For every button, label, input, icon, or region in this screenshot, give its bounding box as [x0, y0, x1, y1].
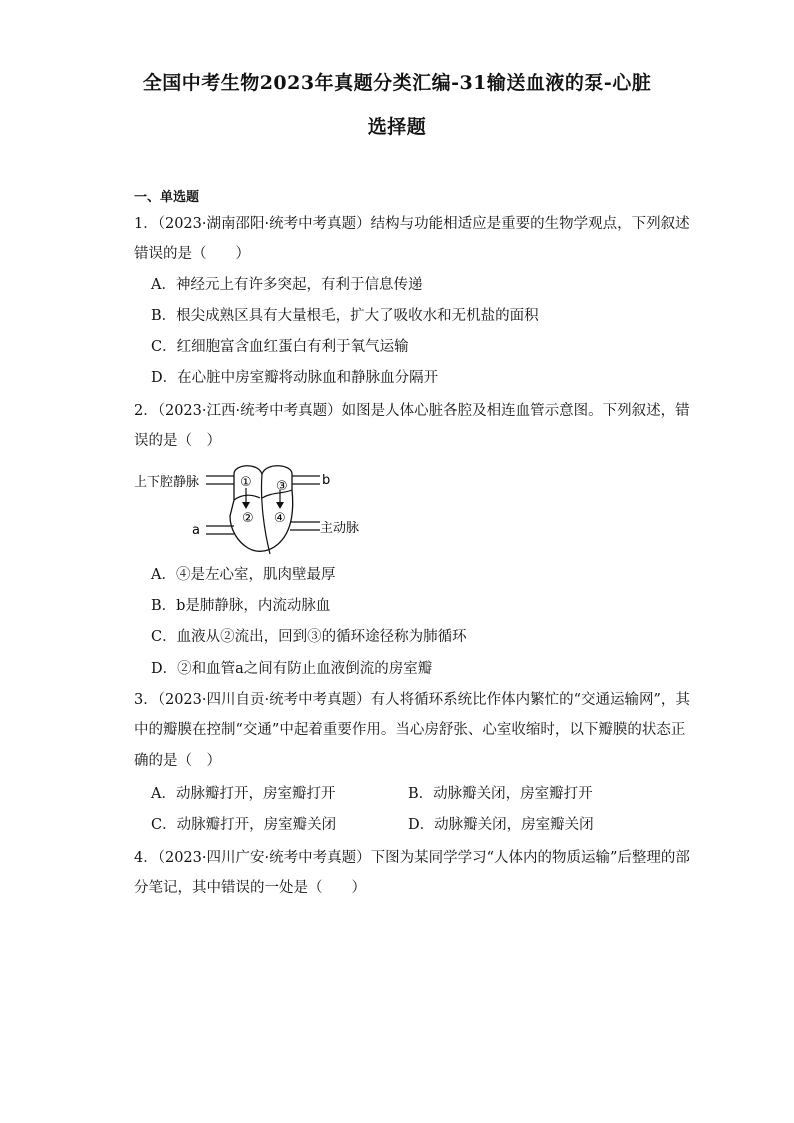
- right-av-separator: [234, 495, 260, 500]
- q3-stem-line2: 中的瓣膜在控制“交通”中起着重要作用。当心房舒张、心室收缩时，以下瓣膜的状态正: [134, 722, 686, 738]
- q3-stem-line3: 确的是（ ）: [134, 753, 221, 769]
- q4-stem-line2: 分笔记，其中错误的一处是（ ）: [134, 880, 366, 896]
- heart-diagram-svg: [130, 460, 370, 560]
- doc-subtitle: 选择题: [367, 116, 427, 138]
- label-a: a: [192, 523, 200, 538]
- q1-option-c: C．红细胞富含血红蛋白有利于氧气运输: [151, 339, 409, 355]
- chamber-4-label: ④: [274, 511, 286, 526]
- q1-option-b: B．根尖成熟区具有大量根毛，扩大了吸收水和无机盐的面积: [151, 308, 539, 324]
- label-b: b: [322, 473, 331, 488]
- label-vena-cava: 上下腔静脉: [134, 475, 200, 490]
- heart-diagram: [130, 460, 370, 560]
- q2-option-b: B．b是肺静脉，内流动脉血: [151, 598, 331, 614]
- q2-option-c: C．血液从②流出，回到③的循环途径称为肺循环: [151, 629, 467, 645]
- q1-stem-line2: 错误的是（ ）: [134, 246, 250, 262]
- q4-stem-line1: 4．（2023·四川广安·统考中考真题）下图为某同学学习“人体内的物质运输”后整理的部: [134, 850, 690, 866]
- q3-option-b: B．动脉瓣关闭，房室瓣打开: [408, 786, 593, 802]
- chamber-2-label: ②: [242, 511, 254, 526]
- q2-option-d: D．②和血管a之间有防止血液倒流的房室瓣: [151, 661, 433, 677]
- q3-stem-line1: 3．（2023·四川自贡·统考中考真题）有人将循环系统比作体内繁忙的“交通运输网”，其: [134, 692, 690, 708]
- q3-option-a: A．动脉瓣打开，房室瓣打开: [151, 786, 336, 802]
- doc-title: 全国中考生物2023年真题分类汇编-31输送血液的泵-心脏: [142, 72, 652, 94]
- q2-stem-line2: 误的是（ ）: [134, 433, 221, 449]
- q3-option-c: C．动脉瓣打开，房室瓣关闭: [151, 817, 337, 833]
- chamber-3-label: ③: [276, 479, 288, 494]
- q1-option-d: D．在心脏中房室瓣将动脉血和静脉血分隔开: [151, 370, 439, 386]
- heart-septum: [261, 474, 270, 554]
- section-heading: 一、单选题: [134, 190, 200, 205]
- q1-option-a: A．神经元上有许多突起，有利于信息传递: [151, 277, 423, 293]
- q2-option-a: A．④是左心室，肌肉壁最厚: [151, 567, 336, 583]
- label-aorta: 主动脉: [320, 521, 360, 536]
- q1-stem-line1: 1．（2023·湖南邵阳·统考中考真题）结构与功能相适应是重要的生物学观点，下列叙述: [134, 216, 690, 232]
- q2-stem-line1: 2．（2023·江西·统考中考真题）如图是人体心脏各腔及相连血管示意图。下列叙述，错: [134, 403, 690, 419]
- arrow-3-to-4-head: [276, 502, 284, 509]
- chamber-1-label: ①: [240, 475, 252, 490]
- q3-option-d: D．动脉瓣关闭，房室瓣关闭: [408, 817, 594, 833]
- arrow-1-to-2-head: [242, 502, 250, 509]
